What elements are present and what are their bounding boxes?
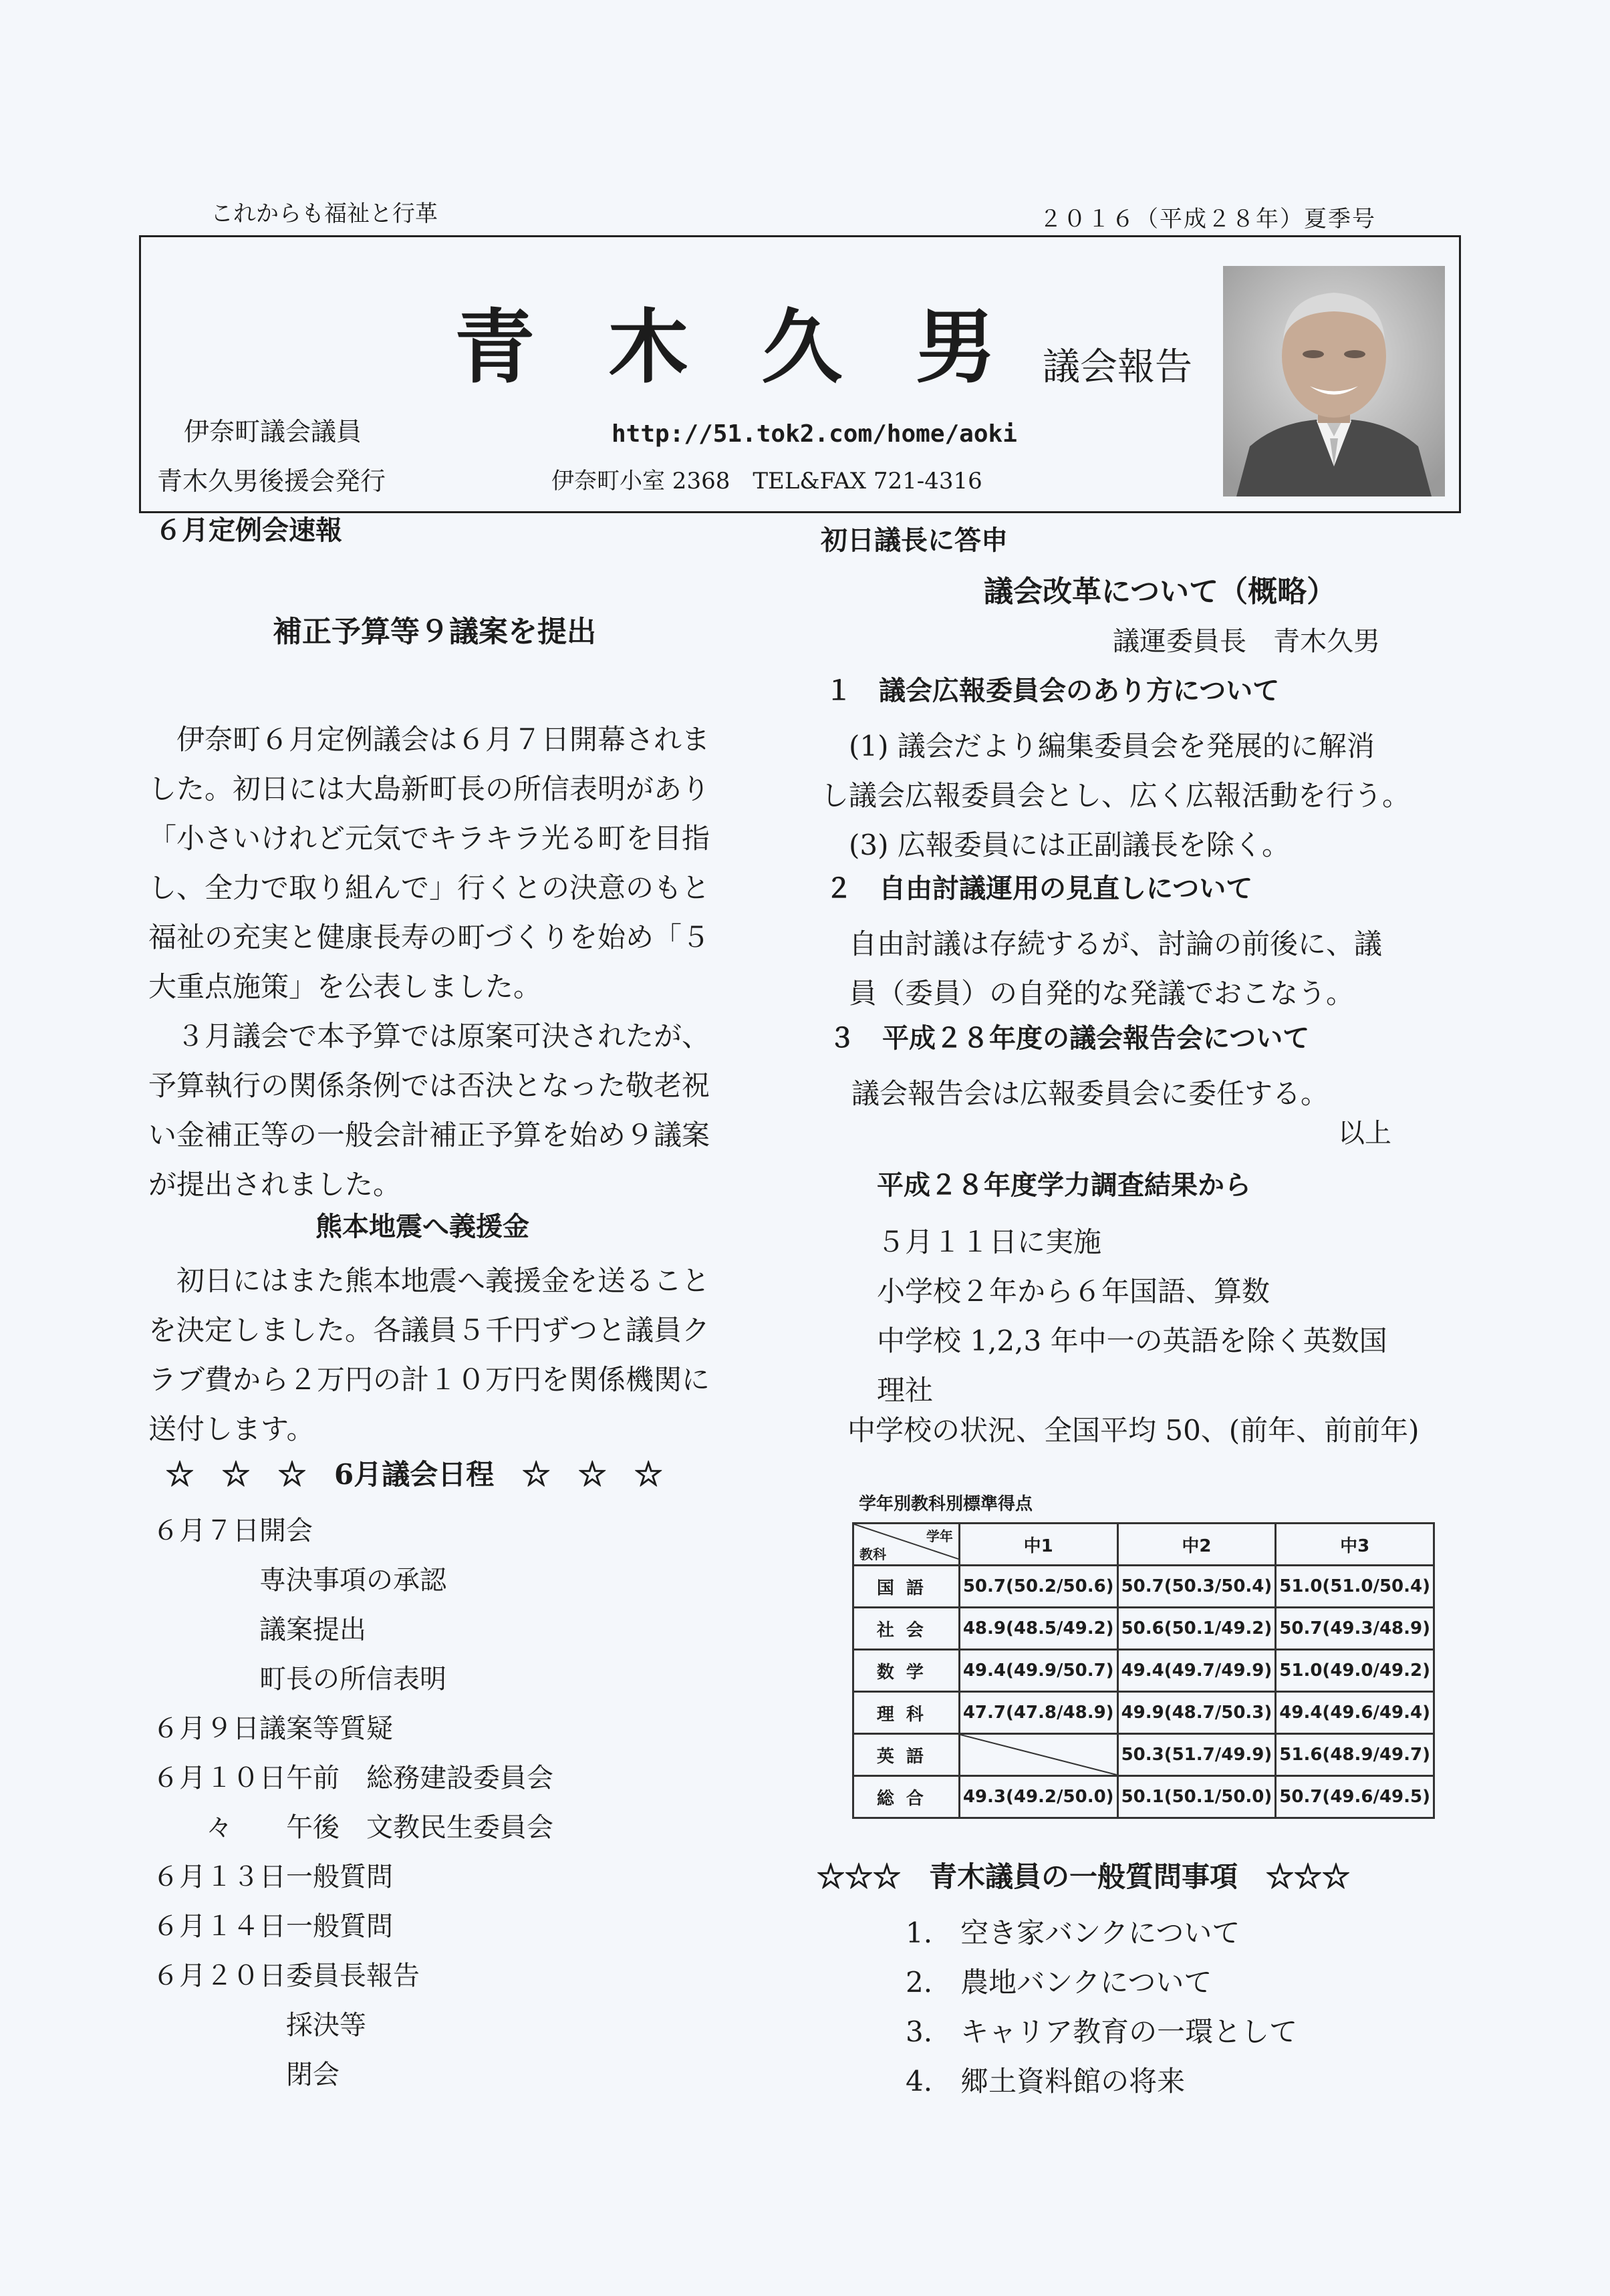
schedule-item: ６月１３日一般質問 (152, 1862, 393, 1892)
issue-label: ２０１６（平成２８年）夏季号 (1039, 206, 1376, 233)
score-cell: 49.4(49.7/49.9) (1117, 1650, 1276, 1692)
empty-diagonal-cell (959, 1734, 1117, 1776)
score-cell: 49.4(49.6/49.4) (1276, 1692, 1434, 1734)
masthead-role: 伊奈町議会議員 (184, 417, 362, 446)
score-cell: 50.1(50.1/50.0) (1117, 1776, 1276, 1818)
score-cell: 50.6(50.1/49.2) (1117, 1608, 1276, 1650)
corner-top-label: 学年 (926, 1528, 953, 1544)
masthead-publisher: 青木久男後援会発行 (157, 466, 386, 496)
reform-item-1-body (821, 722, 1410, 870)
subject-cell: 国語 (853, 1566, 960, 1608)
para-line: 福祉の充実と健康長寿の町づくりを始め「５ (148, 921, 710, 954)
portrait-image (1223, 266, 1445, 496)
subject-cell: 社会 (853, 1608, 960, 1650)
masthead-name: 青木久男 (454, 300, 1069, 394)
score-cell: 49.3(49.2/50.0) (959, 1776, 1117, 1818)
subject-cell: 数学 (853, 1650, 960, 1692)
table-header-cell: 中1 (959, 1524, 1117, 1566)
reform-title: 議会改革について（概略） (984, 575, 1337, 609)
score-cell: 50.7(50.3/50.4) (1117, 1566, 1276, 1608)
closing-mark: 以上 (1338, 1118, 1391, 1149)
subject-cell: 英語 (853, 1734, 960, 1776)
masthead-report-label: 議会報告 (1043, 345, 1192, 389)
score-cell: 50.3(51.7/49.9) (1117, 1734, 1276, 1776)
table-corner-cell (853, 1524, 960, 1566)
reform-author: 議運委員長 青木久男 (1113, 626, 1380, 657)
score-cell: 51.6(48.9/49.7) (1276, 1734, 1434, 1776)
corner-bottom-label: 教科 (859, 1546, 886, 1562)
schedule-heading: ☆ ☆ ☆ 6月議会日程 ☆ ☆ ☆ (166, 1458, 663, 1491)
score-cell: 50.7(49.3/48.9) (1276, 1608, 1434, 1650)
reform-item-1-title: １ 議会広報委員会のあり方について (825, 675, 1280, 706)
table-row (853, 1566, 1434, 1608)
test-line: 小学校２年から６年国語、算数 (877, 1275, 1270, 1308)
para-line: 予算執行の関係条例では否決となった敬老祝 (148, 1069, 710, 1102)
diagonal-line (960, 1735, 1117, 1775)
para-line: ３月議会で本予算では原案可決されたが、 (148, 1020, 710, 1052)
table-row (853, 1734, 1434, 1776)
table-row (853, 1692, 1434, 1734)
score-cell: 50.7(49.6/49.5) (1276, 1776, 1434, 1818)
quake-heading: 熊本地震へ義援金 (315, 1211, 529, 1242)
score-cell: 49.4(49.9/50.7) (959, 1650, 1117, 1692)
score-cell: 48.9(48.5/49.2) (959, 1608, 1117, 1650)
para-line: 伊奈町６月定例議会は６月７日開幕されま (148, 723, 710, 756)
section-label: ６月定例会速報 (155, 515, 342, 546)
question-item: 4. 郷土資料館の将来 (906, 2065, 1186, 2098)
left-para-3 (148, 1256, 710, 1454)
table-row (853, 1650, 1434, 1692)
table-header-cell: 中3 (1276, 1524, 1434, 1566)
reform-intro: 初日議長に答申 (821, 525, 1008, 556)
score-cell: 47.7(47.8/48.9) (959, 1692, 1117, 1734)
para-line: ラブ費から２万円の計１０万円を関係機関に (148, 1363, 710, 1396)
questions-heading: ☆☆☆ 青木議員の一般質問事項 ☆☆☆ (817, 1860, 1351, 1893)
para-line: し、全力で取り組んで」行くとの決意のもと (148, 871, 710, 904)
score-cell: 49.9(48.7/50.3) (1117, 1692, 1276, 1734)
portrait-photo (1223, 266, 1445, 496)
schedule-item: ６月１４日一般質問 (152, 1911, 393, 1942)
schedule-item: 閉会 (152, 2059, 340, 2090)
schedule-list (152, 1506, 553, 2100)
reform-item-2-title: ２ 自由討議運用の見直しについて (825, 873, 1253, 904)
test-line: 中学校 1,2,3 年中一の英語を除く英数国 (877, 1324, 1387, 1357)
para-line: い金補正等の一般会計補正予算を始め９議案 (148, 1119, 710, 1151)
masthead-url: http://51.tok2.com/home/aoki (612, 420, 1017, 448)
table-row (853, 1608, 1434, 1650)
schedule-item: ６月２０日委員長報告 (152, 1961, 420, 1991)
para-line: 大重点施策」を公表しました。 (148, 970, 542, 1003)
body-line: 議会報告会は広報委員会に委任する。 (823, 1077, 1329, 1110)
reform-item-2-body (821, 919, 1382, 1018)
reform-item-3-body (823, 1069, 1329, 1119)
question-item: 3. キャリア教育の一環として (906, 2015, 1298, 2048)
schedule-item: 採決等 (152, 2010, 366, 2041)
question-item: 1. 空き家バンクについて (906, 1916, 1240, 1949)
para-line: を決定しました。各議員５千円ずつと議員ク (148, 1314, 710, 1346)
body-line: 自由討議は存続するが、討論の前後に、議 (821, 927, 1383, 960)
left-para-2 (148, 1012, 710, 1209)
subject-cell: 総合 (853, 1776, 960, 1818)
table-header-row (853, 1524, 1434, 1566)
schedule-item: 議案提出 (152, 1614, 366, 1645)
score-cell: 51.0(51.0/50.4) (1276, 1566, 1434, 1608)
para-line: 「小さいけれど元気でキラキラ光る町を目指 (148, 822, 710, 855)
para-line: 送付します。 (148, 1413, 315, 1445)
schedule-item: ６月７日開会 (152, 1516, 313, 1546)
para-line: が提出されました。 (148, 1168, 402, 1201)
test-title: 平成２８年度学力調査結果から (877, 1169, 1251, 1201)
schedule-item: ６月１０日午前 総務建設委員会 (152, 1763, 553, 1793)
test-line: 理社 (877, 1374, 934, 1407)
body-line: 員（委員）の自発的な発議でおこなう。 (821, 977, 1355, 1010)
slogan: これからも福祉と行革 (211, 200, 438, 227)
test-lines (877, 1217, 1387, 1415)
para-line: 初日にはまた熊本地震へ義援金を送ること (148, 1264, 710, 1297)
schedule-item: ６月９日議案等質疑 (152, 1713, 393, 1744)
test-line: ５月１１日に実施 (877, 1226, 1102, 1258)
score-cell: 51.0(49.0/49.2) (1276, 1650, 1434, 1692)
table-header-cell: 中2 (1117, 1524, 1276, 1566)
table-row (853, 1776, 1434, 1818)
reform-item-3-title: ３ 平成２８年度の議会報告会について (829, 1022, 1310, 1054)
left-headline: 補正予算等９議案を提出 (273, 615, 596, 649)
body-line: (3) 広報委員には正副議長を除く。 (821, 829, 1291, 861)
subject-cell: 理科 (853, 1692, 960, 1734)
score-cell: 50.7(50.2/50.6) (959, 1566, 1117, 1608)
body-line: (1) 議会だより編集委員会を発展的に解消 (821, 730, 1375, 762)
schedule-item: 町長の所信表明 (152, 1664, 446, 1695)
schedule-item: 専決事項の承認 (152, 1565, 446, 1596)
body-line: し議会広報委員会とし、広く広報活動を行う。 (821, 779, 1411, 812)
schedule-item: 々 午後 文教民生委員会 (152, 1812, 553, 1843)
questions-list (906, 1908, 1297, 2106)
left-para-1 (148, 715, 710, 1012)
test-summary: 中学校の状況、全国平均 50、(前年、前前年) (847, 1414, 1420, 1447)
score-table (852, 1522, 1435, 1819)
para-line: した。初日には大島新町長の所信表明があり (148, 772, 710, 805)
masthead-address: 伊奈町小室 2368 TEL&FAX 721-4316 (551, 468, 982, 494)
question-item: 2. 農地バンクについて (906, 1966, 1212, 1999)
table-caption: 学年別教科別標準得点 (859, 1494, 1033, 1514)
